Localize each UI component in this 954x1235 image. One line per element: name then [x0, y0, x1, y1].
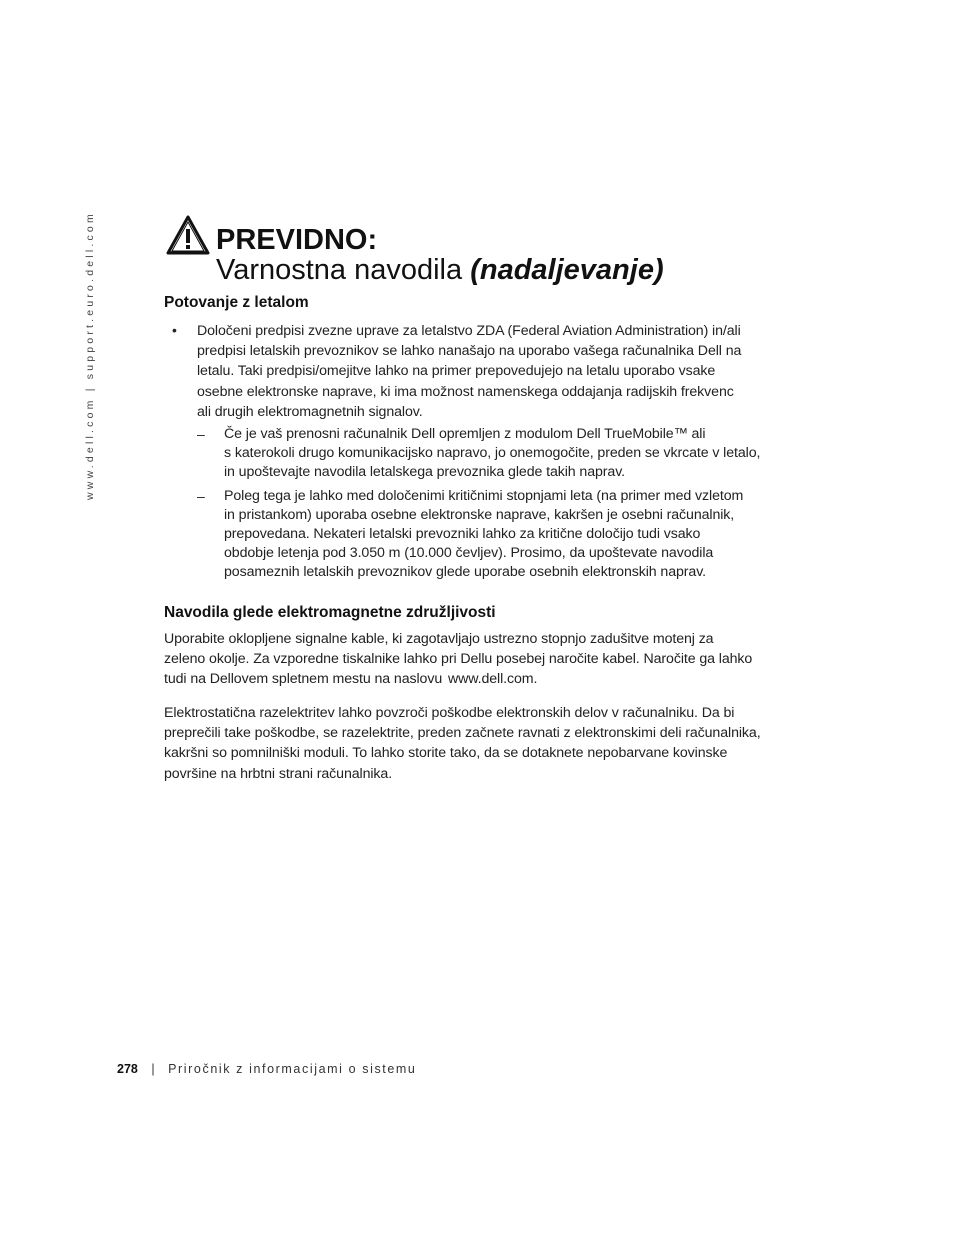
- heading-title-main: Varnostna navodila: [216, 254, 463, 286]
- text-line: Če je vaš prenosni računalnik Dell opremljen z modulom Dell TrueMobile™ ali: [224, 426, 706, 442]
- heading-caution: PREVIDNO:: [216, 224, 378, 256]
- text-segment: .: [533, 671, 538, 688]
- side-url: www.dell.com | support.euro.dell.com: [84, 211, 96, 500]
- bullet-paragraph: [197, 321, 741, 422]
- dash-marker: –: [197, 488, 205, 504]
- dell-website-link[interactable]: www.dell.com: [447, 671, 534, 688]
- text-line: letalu. Taki predpisi/omejitve lahko na primer prepovedujejo na letalu uporabo vsake: [197, 363, 716, 380]
- heading-title: [216, 253, 664, 287]
- paragraph-electrostatic: [164, 703, 761, 784]
- warning-triangle-icon: [166, 215, 210, 255]
- page-number: 278: [117, 1062, 138, 1076]
- footer-separator: |: [151, 1062, 155, 1076]
- section-title-emc: Navodila glede elektromagnetne združljivosti: [164, 604, 496, 621]
- sub-paragraph-truemobile: [224, 425, 760, 482]
- footer-title: Priročnik z informacijami o sistemu: [168, 1062, 417, 1076]
- heading-title-continued: (nadaljevanje): [470, 254, 664, 286]
- text-line: ali drugih elektromagnetnih signalov.: [197, 403, 423, 420]
- text-line: s katerokoli drugo komunikacijsko napravo, jo onemogočite, preden se vkrcate v letalo,: [224, 445, 761, 461]
- text-line: posameznih letalskih prevoznikov glede uporabe osebnih elektronskih naprav.: [224, 564, 707, 580]
- text-line: prepovedana. Nekateri letalski prevozniki lahko za kritične določijo tudi vsako: [224, 526, 701, 542]
- paragraph-shielded-cables: [164, 629, 752, 690]
- text-line: preprečili take poškodbe, se razelektrite, preden začnete ravnati z elektronskimi deli računalnika,: [164, 725, 761, 742]
- text-line: kakršni so pomnilniški moduli. To lahko storite tako, da se dotaknete nepobarvane kovinske: [164, 745, 728, 762]
- text-line: osebne elektronske naprave, ki ima možnost namenskega oddajanja radijskih frekvenc: [197, 383, 734, 400]
- text-line: Določeni predpisi zvezne uprave za letalstvo ZDA (Federal Aviation Administration) in/ali: [197, 323, 741, 339]
- text-segment: tudi na Dellovem spletnem mestu na naslovu: [164, 671, 443, 688]
- text-line: površine na hrbtni strani računalnika.: [164, 765, 393, 782]
- dash-marker: –: [197, 426, 205, 442]
- text-line: Elektrostatična razelektritev lahko povzroči poškodbe elektronskih delov v računalniku. Da bi: [164, 705, 735, 721]
- text-line: in pristankom) uporaba osebne elektronske naprave, kakršen je osebni računalnik,: [224, 507, 735, 523]
- page-footer: [117, 1062, 417, 1076]
- sub-paragraph-flight-phases: [224, 487, 743, 582]
- text-line: Uporabite oklopljene signalne kable, ki zagotavljajo ustrezno stopnjo zadušitve motenj za: [164, 631, 714, 647]
- text-line: Poleg tega je lahko med določenimi kritičnimi stopnjami leta (na primer med vzletom: [224, 488, 744, 504]
- text-line: obdobje letenja pod 3.050 m (10.000 čevljev). Prosimo, da upoštevate navodila: [224, 545, 714, 561]
- text-line: [164, 669, 752, 689]
- text-line: zeleno okolje. Za vzporedne tiskalnike lahko pri Dellu posebej naročite kabel. Naročite ga lahko: [164, 651, 753, 668]
- text-line: predpisi letalskih prevoznikov se lahko nanašajo na uporabo vašega računalnika Dell na: [197, 343, 742, 360]
- bullet-marker: •: [172, 322, 177, 338]
- section-title-air-travel: Potovanje z letalom: [164, 294, 309, 311]
- text-line: in upoštevajte navodila letalskega prevoznika glede takih naprav.: [224, 464, 625, 480]
